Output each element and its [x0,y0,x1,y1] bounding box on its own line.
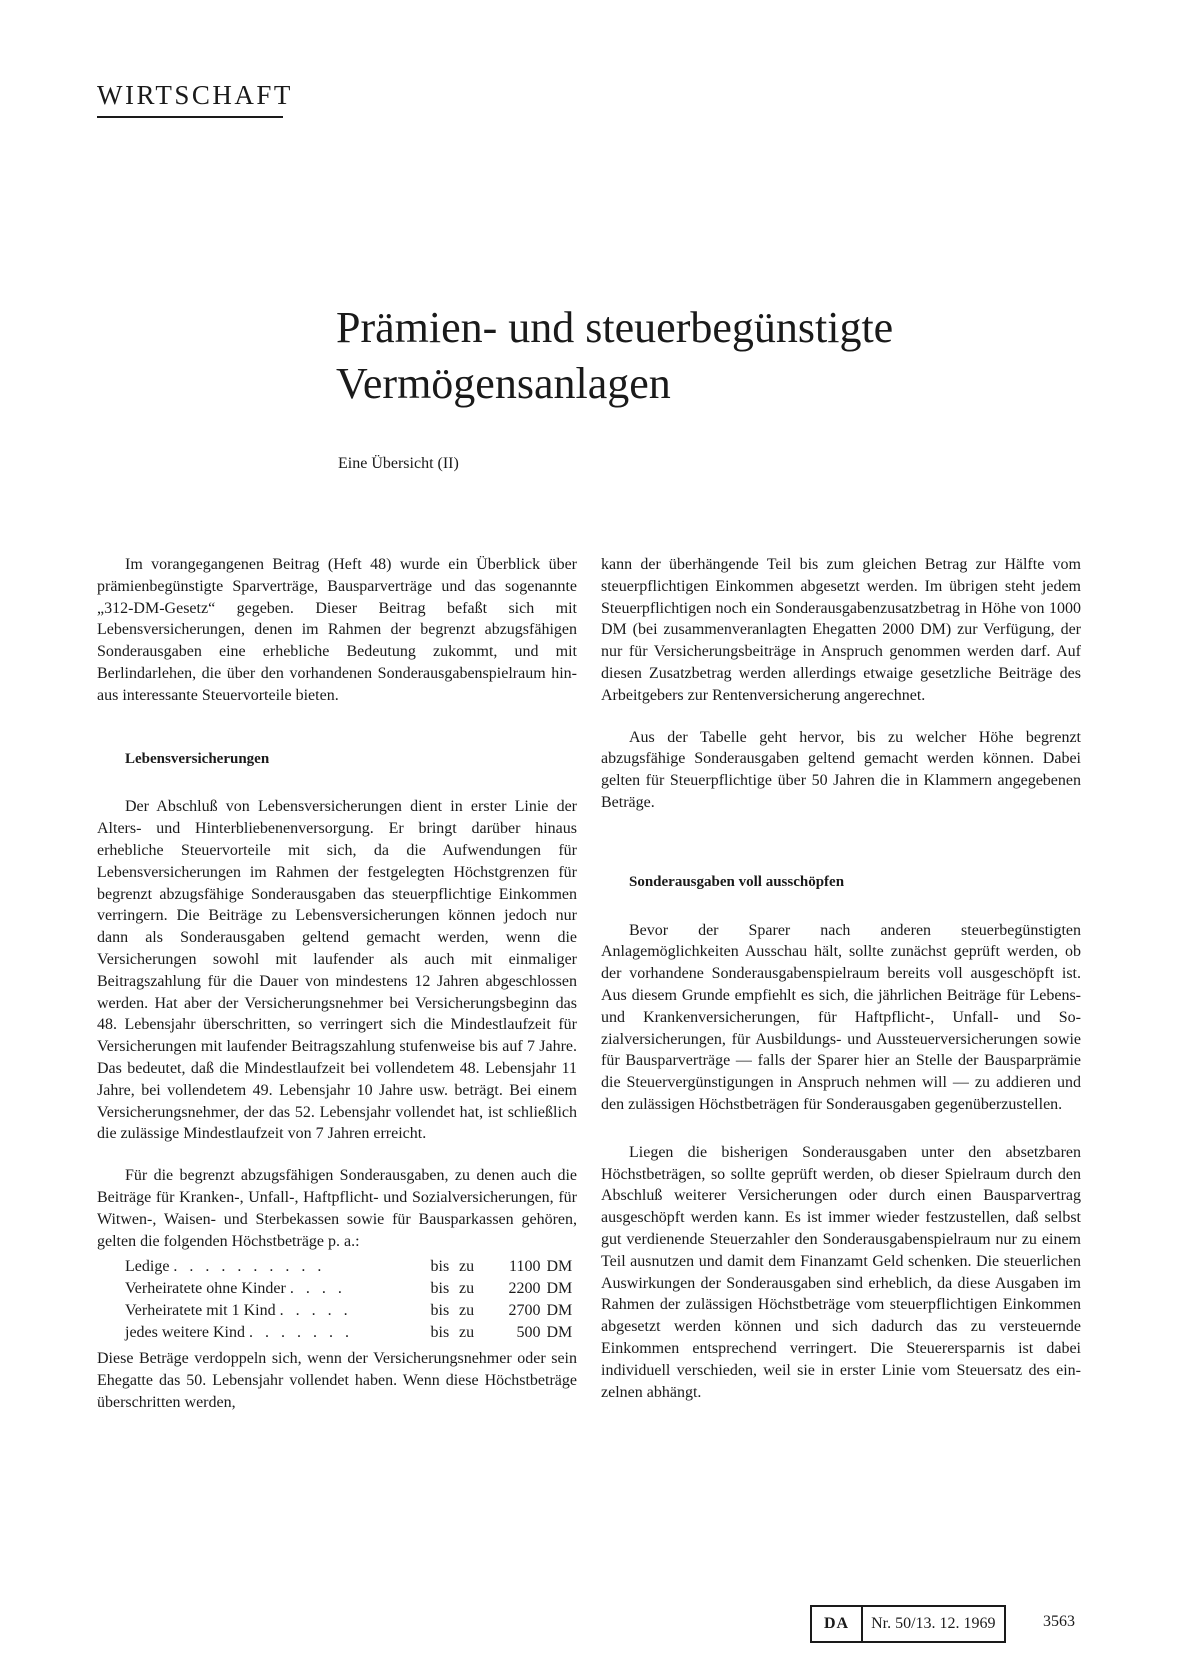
section-label: WIRTSCHAFT [97,80,293,110]
limit-label: Verheiratete ohne Kinder [125,1280,286,1298]
limit-label: jedes weitere Kind [125,1324,245,1342]
leader-dots: . . . . [289,1280,346,1298]
heading-sonderausgaben: Sonderausgaben voll ausschöpfen [629,873,845,890]
limit-label: Ledige [125,1258,170,1276]
leader-dots: . . . . . . . [248,1324,353,1342]
body-paragraph: Für die begrenzt abzugsfähigen Sonderausgaben, zu denen auch die Beiträge für Kranken-, Unfall-, Haftpflicht- und Sozialversicherungen, für Witwen-, Waisen- und Sterbekassen sowie für Bausparkassen gehören, gelten die folgenden Höchstbeträge p. a.: [97,1167,577,1250]
limit-bis: bis [430,1324,450,1342]
limit-amount: 500 [516,1324,541,1342]
limit-zu: zu [459,1258,475,1276]
limit-bis: bis [430,1280,450,1298]
article-title [336,300,1136,412]
body-paragraph: Der Abschluß von Lebensversicherungen dient in erster Linie der Alters- und Hinterbliebenenversorgung. Er bringt darüber hinaus erhebliche Steuervorteile mit sich, da die Aufwendungen für Lebensversicherungen im Rahmen der festgelegten Höchstgrenzen für begrenzt abzugsfähige Sonderausgaben das steuerpflichtige Einkommen verringern. Die Beiträge zu Lebensversicherungen können jedoch nur dann als Sonderausgaben geltend gemacht werden, wenn die Versicherungen sowohl mit laufender als auch mit einmaliger Beitragszahlung für die Dauer von mindestens 12 Jahren abgeschlossen werden. Hat aber der Versicherungsnehmer bei Versicherungsbeginn das 48. Lebensjahr überschritten, so verringert sich die Mindestlaufzeit für Versicherungen mit laufender Beitragszahlung stufenweise bis auf 7 Jahre. Das bedeutet, daß die Mindestlaufzeit bei vollendetem 48. Lebensjahr 11 Jahre, bei vollendetem 49. Lebensjahr 10 Jahre usw. beträgt. Bei einem Versicherungsnehmer, der das 52. Lebensjahr vollendet hat, ist schließlich die zulässige Mindestlaufzeit von 7 Jahren erreicht. [97,798,577,1143]
section-rule [97,116,283,118]
limit-unit: DM [546,1324,573,1342]
limits-row [97,1278,577,1300]
page-number: 3563 [1043,1613,1075,1630]
limit-unit: DM [546,1302,573,1320]
title-line-2: Vermögensanlagen [336,359,671,408]
limits-row [97,1322,577,1344]
limit-amount: 1100 [509,1258,541,1276]
body-paragraph: Bevor der Sparer nach anderen steuerbegünstigten Anlagemöglichkeiten Ausschau hält, sollte zunächst geprüft werden, ob der vorhandene Sonderausgabenspielraum bereits voll ausgeschöpft ist. Aus diesem Grunde empfiehlt es sich, die jährlichen Beiträge für Lebens- und Krankenversicherungen, für Haftpflicht-, Unfall- und Sozialversicherungen, für Ausbildungs- und Aussteuerversicherungen sowie für Bausparverträge — falls der Sparer hier an Stelle der Bausparprämie die Steuervergünstigungen in Anspruch nehmen will — zu addieren und den zulässigen Höchstbeträgen für Sonderausgaben gegenüberzustellen. [601,921,1081,1113]
intro-paragraph: Im vorangegangenen Beitrag (Heft 48) wurde ein Überblick über prämienbegünstigte Sparverträge, Bausparverträge und das sogenannte „312-DM-Gesetz“ gegeben. Dieser Beitrag befaßt sich mit Lebensversicherungen, denen im Rahmen der begrenzt abzugsfähigen Sonderausgaben eine erhebliche Bedeutung zukommt, und mit Berlindarlehen, die über den vorhandenen Sonderausgabenspielraum hinaus interessante Steuervorteile bieten. [97,556,577,704]
leader-dots: . . . . . [279,1302,352,1320]
limit-zu: zu [459,1302,475,1320]
body-paragraph: kann der überhängende Teil bis zum gleichen Betrag zur Hälfte vom steuerpflichtigen Einkommen abgesetzt werden. Im übrigen steht jedem Steuerpflichtigen noch ein Sonderausgabenzusatzbetrag in Höhe von 1000 DM (bei zusammenveranlagten Ehegatten 2000 DM) zur Verfügung, der nur für Versicherungsbeiträge in Anspruch genommen werden darf. Auf diesen Zusatzbetrag werden allerdings etwaige gesetzliche Beiträge des Arbeitgebers zur Rentenversicherung angerechnet. [601,556,1081,704]
limits-table [97,1256,577,1344]
limits-row [97,1256,577,1278]
heading-lebensversicherungen: Lebensversicherungen [125,750,270,767]
limit-zu: zu [459,1280,475,1298]
body-paragraph: Diese Beträge verdoppeln sich, wenn der Versicherungsnehmer oder sein Ehegatte das 50. Lebensjahr vollendet haben. Wenn diese Höchstbeträge überschritten werden, [97,1350,577,1411]
body-paragraph: Liegen die bisherigen Sonderausgaben unter den absetzbaren Höchstbeträgen, so sollte geprüft werden, ob dieser Spielraum durch den Abschluß weiterer Versicherungen oder durch einen Bausparvertrag ausgeschöpft werden kann. Es ist immer wieder festzustellen, daß selbst gut verdienende Steuerzahler den Sonderausgabenspielraum nur zu einem Teil ausnutzen und damit dem Finanzamt Geld schenken. Die steuerlichen Auswirkungen der Sonderausgaben sind erheblich, da diese Ausgaben im Rahmen der zulässigen Höchstbeträge vom steuerpflichtigen Einkommen abgesetzt werden können und sich dadurch das zu versteuernde Einkommen entsprechend verringert. Die Steuerersparnis ist dabei individuell verschieden, weil sie in erster Linie vom Steuersatz des einzelnen abhängt. [601,1143,1081,1401]
left-column [97,554,577,1414]
article-subtitle: Eine Übersicht (II) [338,455,459,472]
issue-number: Nr. 50/13. 12. 1969 [871,1615,996,1632]
limit-amount: 2700 [508,1302,541,1320]
limit-bis: bis [430,1258,450,1276]
limit-amount: 2200 [508,1280,541,1298]
limit-unit: DM [546,1258,573,1276]
publication-logo: DA [812,1607,863,1641]
leader-dots: . . . . . . . . . . [173,1258,326,1276]
limit-bis: bis [430,1302,450,1320]
footer-issue-box [810,1605,1006,1643]
title-line-1: Prämien- und steuerbegünstigte [336,303,894,352]
limit-unit: DM [546,1280,573,1298]
limit-zu: zu [459,1324,475,1342]
body-paragraph: Aus der Tabelle geht hervor, bis zu welcher Höhe begrenzt abzugsfähige Sonderausgaben geltend gemacht werden können. Dabei gelten für Steuerpflichtige über 50 Jahren die in Klammern angegebenen Beträge. [601,728,1081,811]
limits-row [97,1300,577,1322]
right-column [601,554,1081,1403]
limit-label: Verheiratete mit 1 Kind [125,1302,276,1320]
